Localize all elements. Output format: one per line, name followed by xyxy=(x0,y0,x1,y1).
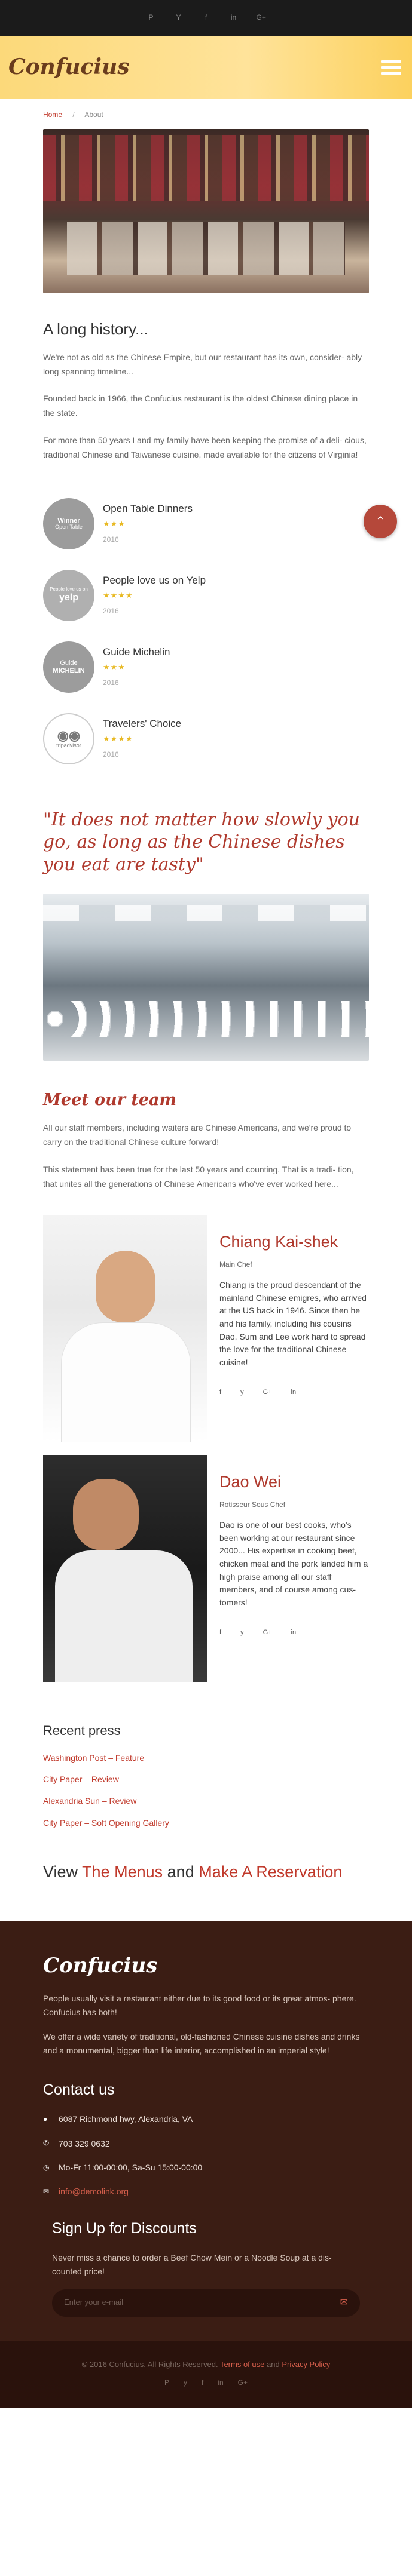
footer-paragraph: People usually visit a restaurant either due to its good food or its great atmos- phere. Confucius has both! xyxy=(43,1993,356,2017)
site-footer xyxy=(0,1921,412,2341)
envelope-icon: ✉ xyxy=(43,2187,50,2196)
hours-text: Mo-Fr 11:00-00:00, Sa-Su 15:00-00:00 xyxy=(59,2162,203,2172)
team-paragraph: This statement has been true for the last 50 years and counting. That is a tradi- tion, that unites all the generations of Chinese Americans who've ever worked here... xyxy=(43,1164,354,1189)
contact-hours xyxy=(43,2161,369,2174)
twitter-icon[interactable]: Y xyxy=(176,13,181,22)
team-member-card xyxy=(43,1455,369,1682)
member-bio: Chiang is the proud descendant of the mainland Chinese emigres, who arrived at the US back in 1946. Since then he and his family, including his cousins Dao, Sum and Lee work hard to spread the love for the traditional Chinese cuisine! xyxy=(219,1279,367,1367)
linkedin-icon[interactable]: in xyxy=(230,13,237,22)
twitter-icon[interactable]: y xyxy=(240,1388,244,1396)
history-paragraph: For more than 50 years I and my family have been keeping the promise of a deli- cious, traditional Chinese and Taiwanese cuisine, made available for the citizens of Virginia! xyxy=(43,435,367,459)
michelin-badge xyxy=(43,641,94,693)
recent-press-title: Recent press xyxy=(43,1723,121,1739)
copyright-text: © 2016 Confucius. All Rights Reserved. xyxy=(81,2359,218,2369)
breadcrumb-current: About xyxy=(84,110,103,119)
hamburger-menu-icon[interactable] xyxy=(381,60,401,75)
newsletter-email-input[interactable] xyxy=(52,2289,360,2317)
google-plus-icon[interactable]: G+ xyxy=(263,1388,272,1396)
linkedin-icon[interactable]: in xyxy=(291,1628,297,1636)
chef-portrait-image xyxy=(43,1215,207,1442)
team-member-card xyxy=(43,1215,369,1442)
cta-and: and xyxy=(167,1863,194,1881)
award-item xyxy=(43,570,369,641)
press-link[interactable]: Alexandria Sun – Review xyxy=(43,1796,137,1806)
site-header xyxy=(0,36,412,99)
award-title: Travelers' Choice xyxy=(103,717,182,729)
scroll-to-top-button[interactable] xyxy=(364,505,397,538)
member-social-links xyxy=(219,1628,369,1638)
google-plus-icon[interactable]: G+ xyxy=(263,1628,272,1636)
award-year: 2016 xyxy=(103,750,119,759)
contact-address xyxy=(43,2113,369,2126)
privacy-link[interactable]: Privacy Policy xyxy=(282,2359,331,2369)
facebook-icon[interactable]: f xyxy=(219,1628,222,1636)
restaurant-interior-image xyxy=(43,129,369,293)
recent-press xyxy=(43,1720,369,1829)
opentable-badge xyxy=(43,498,94,549)
award-stars: ★★★ xyxy=(103,518,126,528)
bottom-bar xyxy=(0,2341,412,2408)
footer-paragraph: We offer a wide variety of traditional, old-fashioned Chinese cuisine dishes and drinks and a monumental, bigger than life interior, accomplished in an imperial style! xyxy=(43,2031,360,2056)
award-item xyxy=(43,713,369,785)
press-link[interactable]: City Paper – Review xyxy=(43,1774,119,1785)
email-placeholder: Enter your e-mail xyxy=(64,2298,123,2307)
team-title: Meet our team xyxy=(43,1091,177,1110)
top-social-bar xyxy=(0,0,412,36)
award-year: 2016 xyxy=(103,678,119,687)
contact-phone xyxy=(43,2137,369,2150)
send-envelope-icon[interactable]: ✉ xyxy=(340,2298,348,2308)
member-name: Dao Wei xyxy=(219,1473,282,1491)
owl-icon: ◉◉ xyxy=(57,727,81,743)
member-social-links xyxy=(219,1387,369,1398)
clock-icon: ◷ xyxy=(43,2163,50,2172)
newsletter-text: Never miss a chance to order a Beef Chow Mein or a Noodle Soup at a dis- counted price! xyxy=(52,2252,332,2276)
facebook-icon[interactable]: f xyxy=(219,1388,222,1396)
contact-email xyxy=(43,2185,369,2198)
member-name: Chiang Kai-shek xyxy=(219,1233,338,1251)
google-plus-icon[interactable]: G+ xyxy=(256,13,266,22)
facebook-icon[interactable]: f xyxy=(205,13,207,22)
pinterest-icon[interactable]: P xyxy=(148,13,154,22)
badge-bottom-text: yelp xyxy=(59,592,78,603)
site-logo[interactable]: Confucius xyxy=(8,54,130,79)
twitter-icon[interactable]: y xyxy=(240,1628,244,1636)
contact-title: Contact us xyxy=(43,2081,115,2099)
copyright-line xyxy=(0,2359,412,2371)
menus-link[interactable]: The Menus xyxy=(82,1863,163,1881)
address-text: 6087 Richmond hwy, Alexandria, VA xyxy=(59,2114,193,2124)
chevron-up-icon: ⌃ xyxy=(375,515,386,528)
member-role: Main Chef xyxy=(219,1260,252,1269)
facebook-icon[interactable]: f xyxy=(201,2378,204,2387)
chef-portrait-image xyxy=(43,1455,207,1682)
menus-cta xyxy=(43,1859,369,1885)
newsletter-title: Sign Up for Discounts xyxy=(52,2219,197,2237)
bottom-social-links xyxy=(0,2377,412,2388)
history-paragraph: We're not as old as the Chinese Empire, but our restaurant has its own, consider- ably long spanning timeline... xyxy=(43,352,362,376)
member-info xyxy=(207,1455,369,1682)
award-title: Guide Michelin xyxy=(103,646,170,658)
award-title: People love us on Yelp xyxy=(103,574,206,586)
award-stars: ★★★★ xyxy=(103,590,133,600)
member-role: Rotisseur Sous Chef xyxy=(219,1500,286,1509)
award-year: 2016 xyxy=(103,535,119,544)
breadcrumb-separator: / xyxy=(72,110,75,119)
award-stars: ★★★ xyxy=(103,662,126,671)
award-year: 2016 xyxy=(103,606,119,615)
copyright-and: and xyxy=(267,2359,280,2369)
kitchen-image xyxy=(43,894,369,1061)
email-link[interactable]: info@demolink.org xyxy=(59,2187,129,2197)
tripadvisor-badge xyxy=(43,713,94,764)
badge-top-text: Guide xyxy=(60,659,78,667)
award-item xyxy=(43,498,369,570)
twitter-icon[interactable]: y xyxy=(183,2378,187,2387)
team-paragraph: All our staff members, including waiters are Chinese Americans, and we're proud to carry on the traditional Chinese culture forward! xyxy=(43,1123,352,1147)
badge-top-text: Winner xyxy=(57,517,80,524)
member-info xyxy=(207,1215,369,1442)
footer-logo[interactable]: Confucius xyxy=(43,1954,158,1978)
awards-list xyxy=(43,498,369,785)
cta-prefix: View xyxy=(43,1863,78,1881)
pinterest-icon[interactable]: P xyxy=(164,2378,169,2387)
map-pin-icon: ● xyxy=(43,2114,48,2123)
linkedin-icon[interactable]: in xyxy=(291,1388,297,1396)
google-plus-icon[interactable]: G+ xyxy=(237,2378,248,2387)
badge-bottom-text: MICHELIN xyxy=(53,667,85,674)
breadcrumb-home-link[interactable]: Home xyxy=(43,110,63,119)
press-link[interactable]: Washington Post – Feature xyxy=(43,1752,145,1763)
press-link[interactable]: City Paper – Soft Opening Gallery xyxy=(43,1817,169,1828)
member-bio: Dao is one of our best cooks, who's been working at our restaurant since 2000... His expertise in cooking beef, chicken meat and the pork landed him a high praise among all our staff members, and of course among cus- tomers! xyxy=(219,1519,368,1607)
award-title: Open Table Dinners xyxy=(103,502,193,514)
award-item xyxy=(43,641,369,713)
history-paragraph: Founded back in 1966, the Confucius restaurant is the oldest Chinese dining place in the state. xyxy=(43,394,358,418)
linkedin-icon[interactable]: in xyxy=(218,2378,224,2387)
history-title: A long history... xyxy=(43,320,148,339)
reservation-link[interactable]: Make A Reservation xyxy=(199,1863,343,1881)
yelp-badge xyxy=(43,570,94,621)
award-stars: ★★★★ xyxy=(103,733,133,743)
breadcrumb xyxy=(43,99,369,129)
main-content xyxy=(0,99,412,1885)
newsletter-section xyxy=(43,2216,369,2317)
phone-text[interactable]: 703 329 0632 xyxy=(59,2138,110,2148)
badge-bottom-text: Open Table xyxy=(55,523,83,530)
phone-icon: ✆ xyxy=(43,2139,50,2148)
badge-bottom-text: tripadvisor xyxy=(56,742,81,748)
badge-top-text: People love us on xyxy=(50,587,88,592)
terms-link[interactable]: Terms of use xyxy=(219,2359,265,2369)
quote-text: "It does not matter how slowly you go, as long as the Chinese dishes you eat are tasty" xyxy=(43,809,360,875)
